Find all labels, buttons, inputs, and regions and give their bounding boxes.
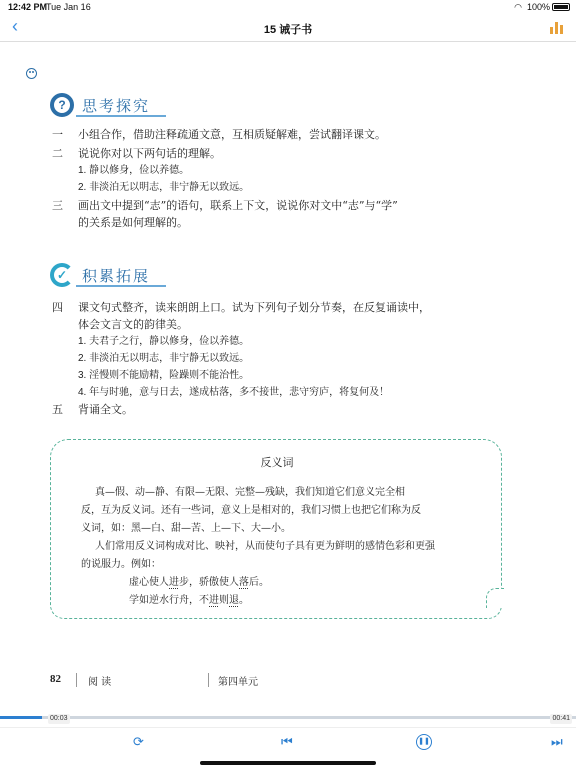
item-text: 体会文言文的韵律美。: [78, 318, 188, 331]
box-line: 真—假、动—静、有限—无限、完整—残缺，我们知道它们意义完全相: [95, 487, 405, 498]
smile-icon[interactable]: [26, 68, 37, 79]
item-number: 五: [52, 403, 63, 416]
wifi-icon: ◠: [514, 2, 522, 12]
example-line: 学如逆水行舟，不进则退。: [129, 595, 249, 606]
footer-unit: 第四单元: [218, 677, 258, 688]
item-text: 课文句式整齐，读来朗朗上口。试为下列句子划分节奏，在反复诵读中，: [78, 301, 430, 314]
page-number: 82: [50, 673, 61, 685]
item-text: 背诵全文。: [78, 403, 133, 416]
item-text: 小组合作，借助注释疏通文意，互相质疑解难，尝试翻译课文。: [78, 128, 386, 141]
item-number: 一: [52, 128, 63, 141]
page-footer: [0, 673, 576, 693]
sub-item: 4. 年与时驰，意与日去，遂成枯落，多不接世，悲守穷庐，将复何及！: [78, 387, 390, 398]
page-title: 15 诫子书: [263, 24, 313, 36]
section-title: 积累拓展: [82, 267, 151, 285]
section-title: 思考探究: [82, 97, 151, 115]
progress-track[interactable]: [0, 716, 576, 719]
sub-item: 3. 淫慢则不能励精，险躁则不能治性。: [78, 370, 250, 381]
repeat-icon[interactable]: ⟳: [133, 734, 144, 749]
item-number: 三: [52, 199, 63, 212]
question-icon: ?: [50, 93, 74, 117]
example-line: 虚心使人进步，骄傲使人落后。: [129, 577, 269, 588]
audio-progress[interactable]: [0, 713, 576, 727]
pause-icon[interactable]: ❚❚: [416, 734, 432, 750]
progress-fill: [0, 716, 42, 719]
item-text: 的关系是如何理解的。: [78, 216, 188, 229]
sub-item: 1. 夫君子之行，静以修身，俭以养德。: [78, 336, 250, 347]
status-date: Tue Jan 16: [46, 2, 91, 12]
cycle-icon: ✓: [50, 263, 74, 287]
box-title: 反义词: [260, 456, 294, 469]
chevron-left-icon[interactable]: ‹: [12, 16, 18, 36]
box-line: 义词，如：黑—白、甜—苦、上—下、大—小。: [81, 523, 291, 534]
textbook-page: [0, 43, 576, 711]
item-number: 二: [52, 147, 63, 160]
item-text: 说说你对以下两句话的理解。: [78, 147, 221, 160]
bar-chart-icon[interactable]: [550, 22, 564, 34]
elapsed-time: 00:03: [50, 715, 68, 722]
sub-item: 2. 非淡泊无以明志，非宁静无以致远。: [78, 182, 250, 193]
box-line: 人们常用反义词构成对比、映衬，从而使句子具有更为鲜明的感情色彩和更强: [95, 541, 435, 552]
box-line: 反，互为反义词。还有一些词，意义上是相对的，我们习惯上也把它们称为反: [81, 505, 421, 516]
status-bar: [0, 0, 576, 14]
item-number: 四: [52, 301, 63, 314]
sub-item: 2. 非淡泊无以明志，非宁静无以致远。: [78, 353, 250, 364]
total-time: 00:41: [552, 715, 570, 722]
battery-percent: 100%: [526, 2, 550, 12]
item-text: 画出文中提到“志”的语句，联系上下文，说说你对文中“志”与“学”: [78, 199, 398, 212]
footer-reading: 阅 读: [88, 677, 112, 688]
sub-item: 1. 静以修身，俭以养德。: [78, 165, 190, 176]
status-time: 12:42 PM: [8, 2, 48, 12]
home-indicator[interactable]: [200, 761, 376, 765]
battery-icon: [552, 3, 570, 11]
skip-back-icon[interactable]: ⏮: [281, 734, 293, 749]
player-controls: [0, 727, 576, 768]
skip-forward-icon[interactable]: ⏭: [551, 734, 563, 749]
box-line: 的说服力。例如：: [81, 559, 161, 570]
nav-bar: [0, 14, 576, 42]
antonym-box: [50, 439, 502, 619]
